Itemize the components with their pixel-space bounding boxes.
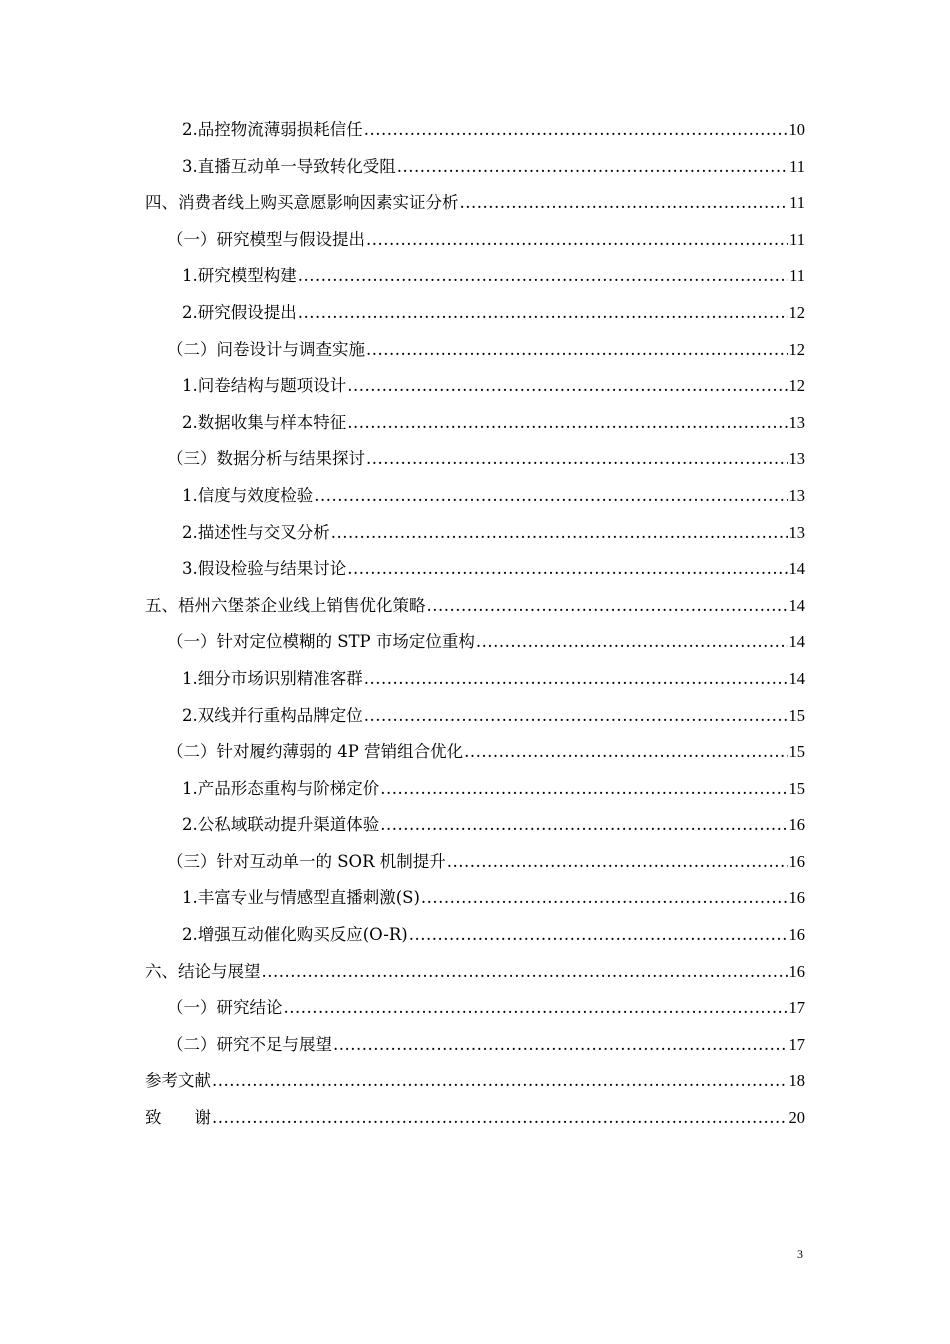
toc-entry[interactable] xyxy=(145,698,805,735)
toc-entry-title: （三）针对互动单一的 SOR 机制提升 xyxy=(167,851,446,871)
toc-entry[interactable] xyxy=(145,1027,805,1064)
toc-entry-page: 14 xyxy=(788,668,805,688)
toc-dot-leader xyxy=(364,661,788,698)
toc-entry-title: 1.信度与效度检验 xyxy=(182,485,314,505)
toc-entry-page: 18 xyxy=(788,1071,805,1091)
toc-entry-title: 2.品控物流薄弱损耗信任 xyxy=(182,120,363,139)
toc-dot-leader xyxy=(397,149,788,186)
toc-entry-title: （一）研究模型与假设提出 xyxy=(167,229,365,249)
toc-entry[interactable] xyxy=(145,441,805,478)
toc-entry-title: 2.研究假设提出 xyxy=(182,302,297,322)
toc-entry-page: 11 xyxy=(789,193,805,213)
toc-entry-title: 1.丰富专业与情感型直播刺激(S) xyxy=(182,888,420,908)
toc-entry-page: 12 xyxy=(788,302,805,322)
toc-entry-title: 3.假设检验与结果讨论 xyxy=(182,559,347,579)
toc-entry[interactable] xyxy=(145,734,805,771)
toc-entry-title: （二）问卷设计与调查实施 xyxy=(167,339,365,359)
toc-entry-title: 2.描述性与交叉分析 xyxy=(182,522,330,542)
toc-entry-title: 1.产品形态重构与阶梯定价 xyxy=(182,778,380,798)
toc-entry-page: 20 xyxy=(788,1108,805,1128)
toc-entry[interactable] xyxy=(145,478,805,515)
toc-dot-leader xyxy=(212,1063,788,1100)
toc-entry[interactable] xyxy=(145,185,805,222)
toc-entry-page: 14 xyxy=(788,595,805,615)
toc-entry[interactable] xyxy=(145,844,805,881)
toc-entry-title: 六、结论与展望 xyxy=(145,961,261,981)
toc-entry-page: 13 xyxy=(788,485,805,505)
table-of-contents xyxy=(145,112,805,1137)
toc-entry[interactable] xyxy=(145,295,805,332)
toc-entry[interactable] xyxy=(145,588,805,625)
toc-entry[interactable] xyxy=(145,515,805,552)
toc-entry-page: 12 xyxy=(788,339,805,359)
toc-entry[interactable] xyxy=(145,954,805,991)
toc-entry-page: 13 xyxy=(788,449,805,469)
toc-dot-leader xyxy=(298,258,788,295)
toc-entry[interactable] xyxy=(145,624,805,661)
toc-entry-page: 17 xyxy=(788,998,805,1018)
toc-entry-title: 1.问卷结构与题项设计 xyxy=(182,376,347,396)
page-number: 3 xyxy=(797,1247,803,1261)
toc-entry-title: （一）研究结论 xyxy=(167,998,283,1018)
toc-entry-page: 16 xyxy=(788,851,805,871)
toc-entry[interactable] xyxy=(145,405,805,442)
toc-entry[interactable] xyxy=(145,368,805,405)
toc-dot-leader xyxy=(212,1100,788,1137)
toc-dot-leader xyxy=(380,807,787,844)
toc-dot-leader xyxy=(364,698,788,735)
toc-dot-leader xyxy=(347,551,787,588)
toc-entry[interactable] xyxy=(145,917,805,954)
toc-entry-page: 16 xyxy=(788,925,805,945)
toc-entry-page: 13 xyxy=(788,522,805,542)
toc-entry[interactable] xyxy=(145,551,805,588)
toc-dot-leader xyxy=(421,880,788,917)
toc-entry-title: （二）研究不足与展望 xyxy=(167,1034,332,1054)
toc-entry-page: 15 xyxy=(788,742,805,762)
toc-entry[interactable] xyxy=(145,222,805,259)
toc-entry-page: 15 xyxy=(788,705,805,725)
toc-entry-title: （一）针对定位模糊的 STP 市场定位重构 xyxy=(167,632,475,652)
toc-dot-leader xyxy=(347,405,787,442)
toc-entry[interactable] xyxy=(145,661,805,698)
toc-dot-leader xyxy=(284,990,788,1027)
toc-entry[interactable] xyxy=(145,112,805,149)
toc-entry-title: （三）数据分析与结果探讨 xyxy=(167,449,365,469)
toc-entry-page: 14 xyxy=(788,632,805,652)
toc-entry[interactable] xyxy=(145,149,805,186)
toc-entry-page: 13 xyxy=(788,412,805,432)
toc-entry-title: 2.增强互动催化购买反应(O-R) xyxy=(182,925,408,945)
toc-entry-title: 2.数据收集与样本特征 xyxy=(182,412,347,432)
toc-dot-leader xyxy=(447,844,788,881)
toc-dot-leader xyxy=(427,588,788,625)
toc-entry-page: 11 xyxy=(789,229,805,249)
toc-entry-page: 16 xyxy=(788,961,805,981)
toc-entry-title: （二）针对履约薄弱的 4P 营销组合优化 xyxy=(167,742,464,762)
toc-dot-leader xyxy=(333,1027,788,1064)
toc-dot-leader xyxy=(366,222,788,259)
toc-entry[interactable] xyxy=(145,807,805,844)
toc-entry-page: 15 xyxy=(788,778,805,798)
toc-dot-leader xyxy=(460,185,789,222)
toc-dot-leader xyxy=(464,734,787,771)
toc-dot-leader xyxy=(298,295,788,332)
toc-entry[interactable] xyxy=(145,1063,805,1100)
toc-entry[interactable] xyxy=(145,258,805,295)
toc-entry-title: 1.细分市场识别精准客群 xyxy=(182,668,363,688)
toc-entry-title: 2.双线并行重构品牌定位 xyxy=(182,705,363,725)
toc-entry[interactable] xyxy=(145,771,805,808)
toc-dot-leader xyxy=(366,441,788,478)
toc-dot-leader xyxy=(347,368,787,405)
toc-dot-leader xyxy=(331,515,788,552)
toc-entry-title: 2.公私域联动提升渠道体验 xyxy=(182,815,380,835)
toc-dot-leader xyxy=(380,771,787,808)
toc-entry-title: 1.研究模型构建 xyxy=(182,266,297,286)
toc-entry-title: 四、消费者线上购买意愿影响因素实证分析 xyxy=(145,193,459,213)
toc-dot-leader xyxy=(364,112,788,149)
toc-entry-title: 3.直播互动单一导致转化受阻 xyxy=(182,156,396,176)
toc-entry[interactable] xyxy=(145,990,805,1027)
toc-entry-title: 参考文献 xyxy=(145,1071,211,1091)
toc-entry[interactable] xyxy=(145,1100,805,1137)
toc-dot-leader xyxy=(366,332,788,369)
toc-dot-leader xyxy=(314,478,787,515)
toc-entry-title: 致 谢 xyxy=(145,1108,211,1128)
toc-entry-page: 16 xyxy=(788,815,805,835)
toc-entry-page: 12 xyxy=(788,376,805,396)
toc-entry-page: 11 xyxy=(789,156,805,176)
toc-entry[interactable] xyxy=(145,880,805,917)
toc-dot-leader xyxy=(262,954,788,991)
toc-entry-page: 14 xyxy=(788,559,805,579)
toc-dot-leader xyxy=(476,624,788,661)
toc-entry-page: 11 xyxy=(789,266,805,286)
toc-entry-page: 10 xyxy=(788,120,805,139)
toc-entry-page: 16 xyxy=(788,888,805,908)
toc-dot-leader xyxy=(409,917,788,954)
toc-entry[interactable] xyxy=(145,332,805,369)
toc-entry-title: 五、梧州六堡茶企业线上销售优化策略 xyxy=(145,595,426,615)
toc-entry-page: 17 xyxy=(788,1034,805,1054)
